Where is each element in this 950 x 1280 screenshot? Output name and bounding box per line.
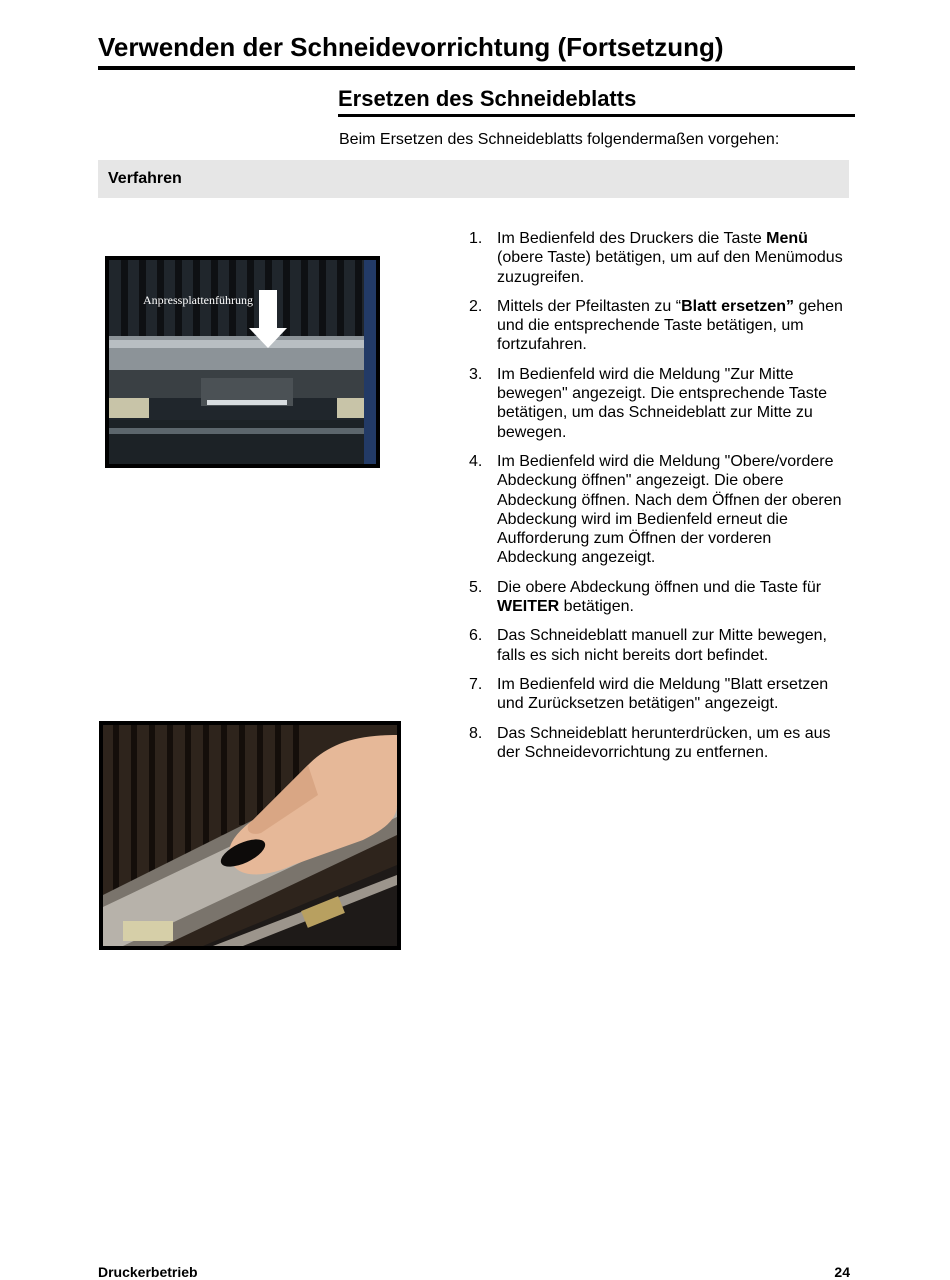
- procedure-steps: [469, 229, 854, 772]
- step-3: [469, 365, 854, 442]
- step-4: [469, 452, 854, 568]
- step-5: [469, 578, 854, 617]
- pressure-plate-photo: [105, 256, 380, 468]
- step-1: [469, 229, 854, 287]
- step-number: 3.: [469, 365, 483, 383]
- footer-chapter: Druckerbetrieb: [98, 1264, 198, 1280]
- step-number: 6.: [469, 627, 483, 645]
- step-8: [469, 724, 854, 763]
- intro-text: Beim Ersetzen des Schneideblatts folgendermaßen vorgehen:: [339, 131, 780, 148]
- step-6: [469, 626, 854, 665]
- step-text: Das Schneideblatt herunterdrücken, um es aus der Schneidevorrichtung zu entfernen.: [497, 724, 831, 761]
- page-title: Verwenden der Schneidevorrichtung (Fortsetzung): [98, 30, 855, 70]
- procedure-label: Verfahren: [108, 170, 182, 187]
- step-7: [469, 675, 854, 714]
- page-number: 24: [834, 1264, 850, 1280]
- section-title: Ersetzen des Schneideblatts: [338, 84, 855, 117]
- step-text: Das Schneideblatt manuell zur Mitte bewegen, falls es sich nicht bereits dort befindet.: [497, 627, 827, 664]
- step-number: 8.: [469, 724, 483, 742]
- step-text: Im Bedienfeld wird die Meldung "Blatt ersetzen und Zurücksetzen betätigen" angezeigt.: [497, 675, 829, 713]
- step-text: Im Bedienfeld wird die Meldung "Zur Mitte bewegen" angezeigt. Die entsprechende Taste betätigen, um das Schneideblatt zur Mitte zu bewegen.: [497, 365, 828, 441]
- step-text: Die obere Abdeckung öffnen und die Taste für WEITER betätigen.: [497, 578, 822, 616]
- blade-removal-photo: [99, 721, 401, 950]
- step-number: 4.: [469, 452, 483, 470]
- procedure-header: [98, 160, 849, 198]
- step-text: Im Bedienfeld des Druckers die Taste Menü (obere Taste) betätigen, um auf den Menümodus zuzugreifen.: [497, 230, 843, 286]
- step-text: Im Bedienfeld wird die Meldung "Obere/vordere Abdeckung öffnen" angezeigt. Die obere Abdeckung öffnen. Nach dem Öffnen der oberen Abdeckung wird im Bedienfeld erneut die Aufforderung zum Öffnen der vorderen Abdeckung angezeigt.: [497, 452, 842, 567]
- step-2: [469, 297, 854, 355]
- pressure-plate-illustration: [109, 260, 376, 464]
- hand-removing-blade-illustration: [103, 725, 397, 946]
- step-number: 5.: [469, 578, 483, 596]
- step-number: 7.: [469, 675, 483, 693]
- step-number: 2.: [469, 297, 483, 315]
- step-text: Mittels der Pfeiltasten zu “Blatt ersetzen” gehen und die entsprechende Taste betätigen, um fortzufahren.: [497, 297, 843, 354]
- step-number: 1.: [469, 230, 483, 247]
- pressure-plate-label: Anpressplattenführung: [143, 293, 253, 307]
